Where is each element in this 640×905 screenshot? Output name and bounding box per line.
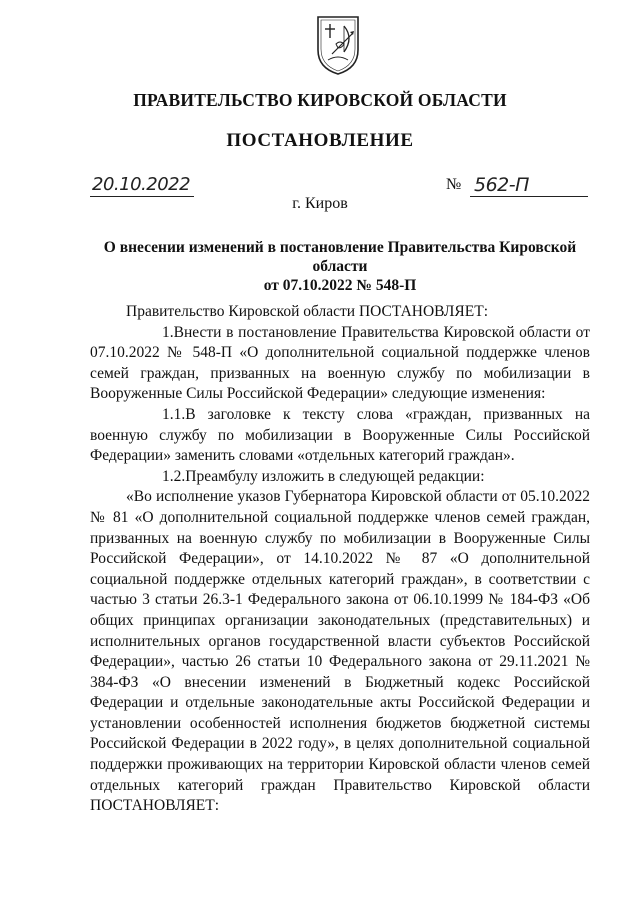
clause-1-2-number: 1.2. xyxy=(162,467,186,485)
document-subject xyxy=(80,238,600,295)
clause-1-2 xyxy=(90,467,590,488)
document-body xyxy=(90,302,590,817)
clause-1-text: Внести в постановление Правительства Кировской области от 07.10.2022 № 548-П «О дополнительной социальной поддержке членов семей граждан, призванных на военную службу по мобилизации в Вооруженные Силы Российской Федерации» следующие изменения: xyxy=(90,323,590,403)
document-type-title: ПОСТАНОВЛЕНИЕ xyxy=(226,130,414,151)
organization-title: ПРАВИТЕЛЬСТВО КИРОВСКОЙ ОБЛАСТИ xyxy=(133,90,507,110)
number-label: № xyxy=(446,176,462,193)
document-number-field xyxy=(470,174,588,197)
kirov-oblast-coat-of-arms-icon xyxy=(314,14,362,76)
clause-1-1 xyxy=(90,405,590,467)
clause-1-2-text: Преамбулу изложить в следующей редакции: xyxy=(185,467,485,485)
document-date-field xyxy=(90,174,194,197)
clause-1-number: 1. xyxy=(162,323,174,341)
subject-line-1: О внесении изменений в постановление Правительства Кировской области xyxy=(103,239,577,275)
clause-1 xyxy=(90,323,590,405)
document-date: 20.10.2022 xyxy=(92,174,191,195)
clause-1-1-text: В заголовке к тексту слова «граждан, призванных на военную службу по мобилизации в Вооруженные Силы Российской Федерации» заменить словами «отдельных категорий граждан». xyxy=(90,405,590,465)
subject-line-2: от 07.10.2022 № 548-П xyxy=(263,277,417,294)
resolution-preamble: Правительство Кировской области ПОСТАНОВЛЯЕТ: xyxy=(126,303,489,320)
city-label: г. Киров xyxy=(292,195,348,212)
document-number: 562-П xyxy=(474,174,529,196)
clause-1-1-number: 1.1. xyxy=(162,405,186,423)
new-preamble-text: «Во исполнение указов Губернатора Кировской области от 05.10.2022 № 81 «О дополнительной социальной поддержке членов семей граждан, призванных на военную службу по мобилизации в Вооруженные Силы Российской Федерации», от 14.10.2022 № 87 «О дополнительной социальной поддержке отдельных категорий граждан», в соответствии с частью 3 статьи 26.3-1 Федерального закона от 06.10.1999 № 184-ФЗ «Об общих принципах организации законодательных (представительных) и исполнительных органов государственной власти субъектов Российской Федерации», частью 26 статьи 10 Федерального закона от 29.11.2021 № 384-ФЗ «О внесении изменений в Бюджетный кодекс Российской Федерации и отдельные законодательные акты Российской Федерации и установлении особенностей исполнения бюджетов бюджетной системы Российской Федерации в 2022 году», в целях дополнительной социальной поддержки проживающих на территории Кировской области членов семей отдельных категорий граждан Правительство Кировской области ПОСТАНОВЛЯЕТ: xyxy=(90,488,590,815)
